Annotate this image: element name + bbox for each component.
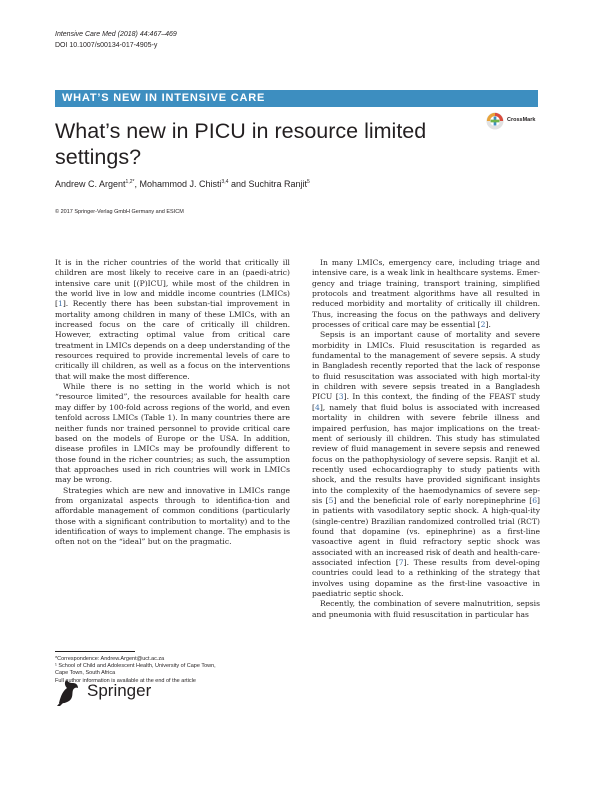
section-banner (55, 90, 538, 107)
section-banner-label: WHAT’S NEW IN INTENSIVE CARE (62, 92, 266, 104)
affiliation-note: ¹ School of Child and Adolescent Health, University of Cape Town, (55, 663, 216, 670)
body-paragraph: Recently, the combination of severe malnutrition, sepsis and pneumonia with fluid resuscitation in particular has (312, 599, 540, 619)
right-column (312, 258, 540, 620)
body-paragraph: Sepsis is an important cause of mortality and severe morbidity in LMICs. Fluid resuscitation is regarded as fundamental to the management of severe sepsis. A study in Bangladesh recently reported that the lack of response to fluid resuscitation was associated with high mortal-ity in children with severe sepsis treated in a Bangladesh PICU [3]. In this context, the finding of the FEAST study [4], namely that fluid bolus is associated with increased mortality in children with severe febrile illness and impaired perfusion, has major implications on the treat-ment of seriously ill children. This study has stimulated review of fluid management in severe sepsis and renewed focus on the pathophysiology of severe sepsis. Ranjit et al. recently used echocardiography to study patients with shock, and the results have provided significant insights into the complexity of the haemodynamics of severe sep-sis [5] and the beneficial role of early norepinephrine [6] in patients with vasodilatory septic shock. A high-qual-ity (single-centre) Brazilian randomized controlled trial (RCT) found that dopamine (vs. epinephrine) as a first-line vasoactive agent in fluid refractory septic shock was associated with an increased risk of death and health-care-associated infection [7]. These results from devel-oping countries could lead to a rethinking of the strategy that involves using dopamine as the first-line vasoactive in paediatric septic shock. (312, 330, 540, 598)
author-name[interactable]: Suchitra Ranjit (248, 179, 308, 189)
crossmark-label: CrossMark (507, 117, 536, 123)
article-title: What’s new in PICU in resource limited settings? (55, 119, 427, 169)
body-paragraph: Strategies which are new and innovative in LMICs range from organizatal aspects through to identifica-tion and affordable management of common conditions (particularly those with a significant contribution to mortality) and to the identification of ways to implement change. The emphasis is often not on the “ideal” but on the pragmatic. (55, 485, 290, 547)
author-name[interactable]: Mohammod J. Chisti (139, 179, 222, 189)
left-column (55, 258, 290, 548)
author-affiliation-marker: 5 (307, 179, 310, 185)
crossmark-badge[interactable] (486, 112, 546, 132)
reference-link[interactable]: 7 (398, 557, 404, 567)
author-name[interactable]: Andrew C. Argent (55, 179, 126, 189)
publisher-name: Springer (87, 681, 152, 700)
reference-link[interactable]: 3 (338, 392, 344, 402)
author-list (55, 179, 310, 189)
author-affiliation-marker: 1,2* (125, 179, 135, 185)
doi[interactable]: DOI 10.1007/s00134-017-4905-y (55, 42, 158, 49)
author-separator: and (228, 179, 249, 189)
body-paragraph: While there is no setting in the world which is not “resource limited”, the resources available for health care may differ by 100-fold across regions of the world, and even tenfold across LMICs (Table 1). In many countries there are neither funds nor trained personnel to provide critical care based on the models of Europe or the USA. In addition, disease profiles in LMICs may be profoundly different to those found in the richer countries; as such, the assumption that approaches used in rich countries will work in LMICs may be wrong. (55, 382, 290, 485)
journal-citation: Intensive Care Med (2018) 44:467–469 (55, 31, 177, 38)
crossmark-icon (486, 112, 504, 130)
body-paragraph: In many LMICs, emergency care, including triage and intensive care, is a weak link in healthcare systems. Emer-gency and triage training, transport training, simplified protocols and treatment algorithms have all resulted in reduced morbidity and mortality of critically ill children. Thus, increasing the focus on the pathways and delivery processes of critical care may be essential [2]. (312, 258, 540, 330)
reference-link[interactable]: 5 (328, 495, 334, 505)
reference-link[interactable]: 4 (314, 402, 320, 412)
publisher-logo (55, 677, 175, 709)
body-paragraph: It is in the richer countries of the world that critically ill children are most likely to receive care in an (paedi-atric) intensive care unit [(P)ICU], while most of the children in the world live in low and middle income countries (LMICs) [1]. Recently there has been substan-tial improvement in mortality among children in many of these LMICs, with an increased focus on the care of critically ill children. However, extracting optimal value from critical care treatment in LMICs depends on a deep understanding of the resources required to provide incremental levels of care to critically ill children, as well as a focus on the interventions that will make the most difference. (55, 258, 290, 381)
reference-link[interactable]: 6 (532, 495, 538, 505)
springer-horse-icon (55, 677, 81, 707)
reference-link[interactable]: 1 (57, 299, 63, 309)
author-affiliation-marker: 3,4 (221, 179, 229, 185)
footnote-divider (55, 651, 135, 652)
correspondence-note[interactable]: *Correspondence: Andrew.Argent@uct.ac.za (55, 656, 165, 662)
affiliation-note-cont: Cape Town, South Africa (55, 670, 116, 677)
author-separator: , (134, 179, 140, 189)
copyright-notice: © 2017 Springer-Verlag GmbH Germany and ESICM (55, 209, 184, 215)
reference-link[interactable]: 2 (480, 320, 486, 330)
full-author-info-note: Full author information is available at the end of the article (55, 677, 196, 684)
